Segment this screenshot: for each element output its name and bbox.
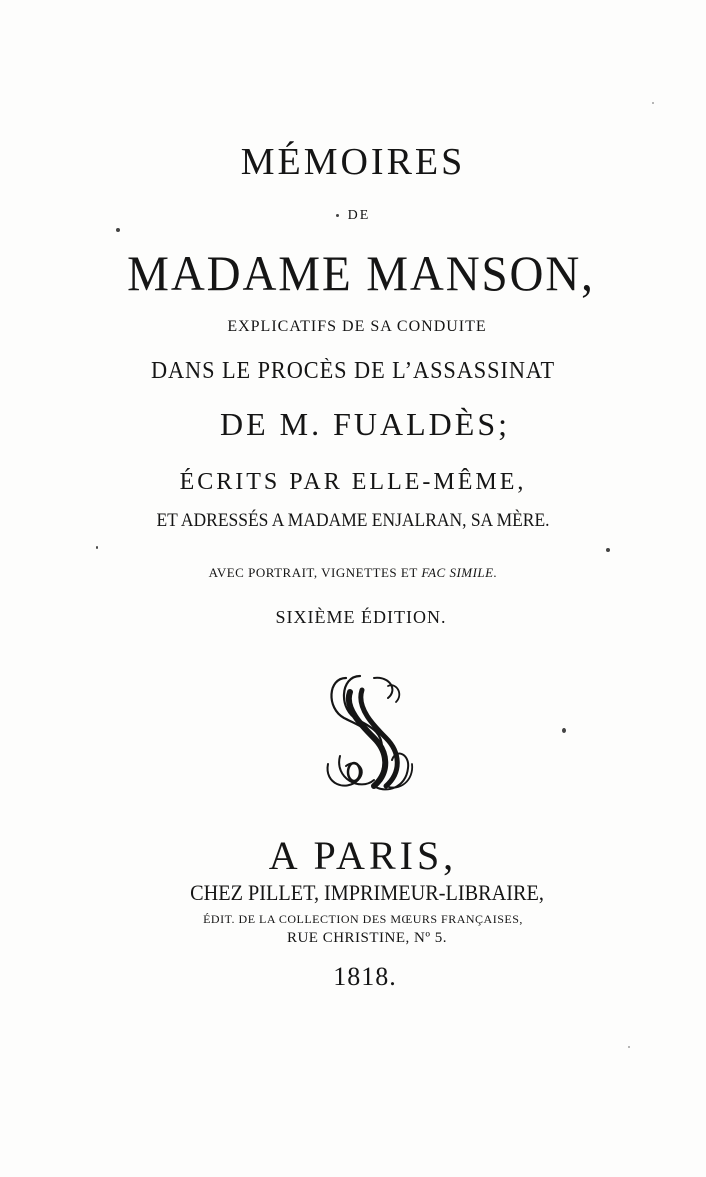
- avec-text: AVEC PORTRAIT, VIGNETTES ET: [208, 565, 422, 580]
- scan-speck: [606, 548, 610, 552]
- subtitle-fualdes: DE M. FUALDÈS;: [219, 406, 510, 442]
- subtitle-explicatifs: EXPLICATIFS DE SA CONDUITE: [227, 318, 487, 335]
- monogram-ss-icon: [316, 668, 416, 798]
- scan-speck: [116, 228, 120, 232]
- subtitle-dans: DANS LE PROCÈS DE L’ASSASSINAT: [150, 358, 556, 384]
- avec-italic: FAC SIMILE.: [421, 565, 498, 580]
- subtitle-adresses: ET ADRESSÉS A MADAME ENJALRAN, SA MÈRE.: [156, 510, 550, 531]
- edition-label: SIXIÈME ÉDITION.: [275, 607, 447, 627]
- scan-speck: [336, 214, 339, 217]
- title-de: DE: [347, 208, 371, 223]
- subtitle-avec: [0, 565, 706, 581]
- imprint-year: 1818.: [333, 962, 397, 991]
- scan-speck: [652, 102, 654, 104]
- imprint-editor: ÉDIT. DE LA COLLECTION DES MŒURS FRANÇAISES,: [203, 912, 523, 926]
- title-memoires: MÉMOIRES: [240, 141, 466, 183]
- subtitle-ecrits: ÉCRITS PAR ELLE-MÊME,: [179, 469, 527, 495]
- imprint-publisher: CHEZ PILLET, IMPRIMEUR-LIBRAIRE,: [190, 880, 544, 905]
- scan-speck: [628, 1046, 630, 1048]
- scan-speck: [562, 728, 566, 733]
- title-name: MADAME MANSON,: [127, 245, 595, 301]
- imprint-city: A PARIS,: [268, 833, 458, 878]
- imprint-address: RUE CHRISTINE, Nº 5.: [286, 930, 448, 946]
- scan-speck: [96, 546, 98, 549]
